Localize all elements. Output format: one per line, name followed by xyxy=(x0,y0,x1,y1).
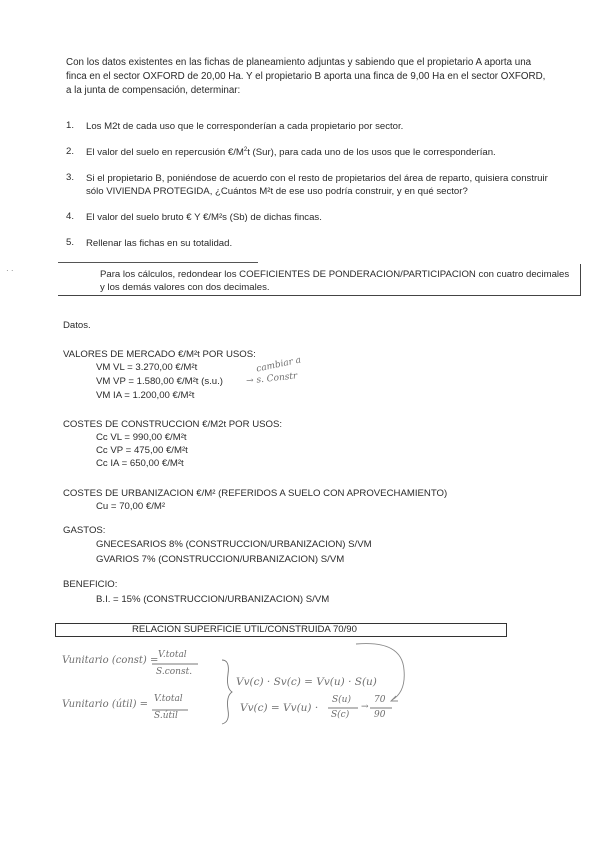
coste-ia: Cc IA = 650,00 €/M²t xyxy=(96,458,184,469)
question-number: 4. xyxy=(66,211,75,222)
rounding-note: Para los cálculos, redondear los COEFICIENTES DE PONDERACION/PARTICIPACION con cuatro decimales y los demás valores con dos decimales. xyxy=(100,269,570,293)
gastos-varios: GVARIOS 7% (CONSTRUCCION/URBANIZACION) S/VM xyxy=(96,554,345,565)
question-number: 5. xyxy=(66,237,75,248)
question-text: Rellenar las fichas en su totalidad. xyxy=(86,238,233,249)
formula-arrow: → xyxy=(361,702,369,712)
formula-unitario-util: Vunitario (útil) = xyxy=(62,699,149,710)
beneficio-heading: BENEFICIO: xyxy=(63,579,118,590)
relacion-text: RELACION SUPERFICIE UTIL/CONSTRUIDA 70/90 xyxy=(132,624,357,635)
question-number: 1. xyxy=(66,120,75,131)
formula-ratio-numerator: 70 xyxy=(374,695,386,705)
formula-denominator: S.const. xyxy=(156,667,193,677)
valor-vp: VM VP = 1.580,00 €/M²t (s.u.) xyxy=(96,376,223,387)
gastos-necesarios: GNECESARIOS 8% (CONSTRUCCION/URBANIZACION) S/VM xyxy=(96,539,372,550)
intro-paragraph: Con los datos existentes en las fichas de planeamiento adjuntas y sabiendo que el propietario A aporta una finca en el sector OXFORD de 20,00 Ha. Y el propietario B aporta una finca de 9,00 Ha en el sector OXFORD, a la junta de compensación, determinar: xyxy=(66,57,546,96)
question-number: 3. xyxy=(66,172,75,183)
formula-ratio-denominator: 90 xyxy=(374,710,386,720)
formula-equality: Vv(c) · Sv(c) = Vv(u) · S(u) xyxy=(236,676,377,688)
formula-numerator: V.total xyxy=(158,650,187,660)
question-text: El valor del suelo en repercusión $€/M^2t$ (Sur), para cada uno de los usos que le corresponderían. xyxy=(86,146,496,158)
beneficio-industrial: B.I. = 15% (CONSTRUCCION/URBANIZACION) S/VM xyxy=(96,594,330,605)
formula-conversion: Vv(c) = Vv(u) · xyxy=(240,702,319,714)
costes-construccion-heading: COSTES DE CONSTRUCCION €/M2t POR USOS: xyxy=(63,419,283,430)
formula-numerator: V.total xyxy=(154,694,183,704)
coste-vp: Cc VP = 475,00 €/M²t xyxy=(96,445,188,456)
note-top-line xyxy=(58,262,258,263)
valor-ia: VM IA = 1.200,00 €/M²t xyxy=(96,390,195,401)
question-number: 2. xyxy=(66,146,75,157)
handwritten-side-note: → s. Constr xyxy=(245,371,298,387)
datos-label: Datos. xyxy=(63,320,91,331)
question-text: El valor del suelo bruto € Y €/M²s (Sb) de dichas fincas. xyxy=(86,212,322,223)
formula-unitario-construido: Vunitario (const) = xyxy=(62,655,159,666)
formula-numerator: S(u) xyxy=(332,695,351,705)
question-text: Si el propietario B, poniéndose de acuerdo con el resto de propietarios del área de reparto, quisiera construir sólo VIVIENDA PROTEGIDA, ¿Cuántos M²t de ese uso podría construir, y en qué sector? xyxy=(86,173,548,197)
scan-marks: · · xyxy=(6,266,14,275)
valor-vl: VM VL = 3.270,00 €/M²t xyxy=(96,362,198,373)
handwritten-side-note: cambiar a xyxy=(255,355,303,375)
formula-denominator: S(c) xyxy=(331,710,350,720)
formula-denominator: S.útil xyxy=(154,711,178,721)
gastos-heading: GASTOS: xyxy=(63,525,106,536)
valores-heading: VALORES DE MERCADO €/M²t POR USOS: xyxy=(63,349,256,360)
costes-urbanizacion-heading: COSTES DE URBANIZACION €/M² (REFERIDOS A SUELO CON APROVECHAMIENTO) xyxy=(63,488,448,499)
question-text: Los M2t de cada uso que le corresponderían a cada propietario por sector. xyxy=(86,121,404,132)
coste-vl: Cc VL = 990,00 €/M²t xyxy=(96,432,187,443)
coste-urbanizacion: Cu = 70,00 €/M² xyxy=(96,501,166,512)
